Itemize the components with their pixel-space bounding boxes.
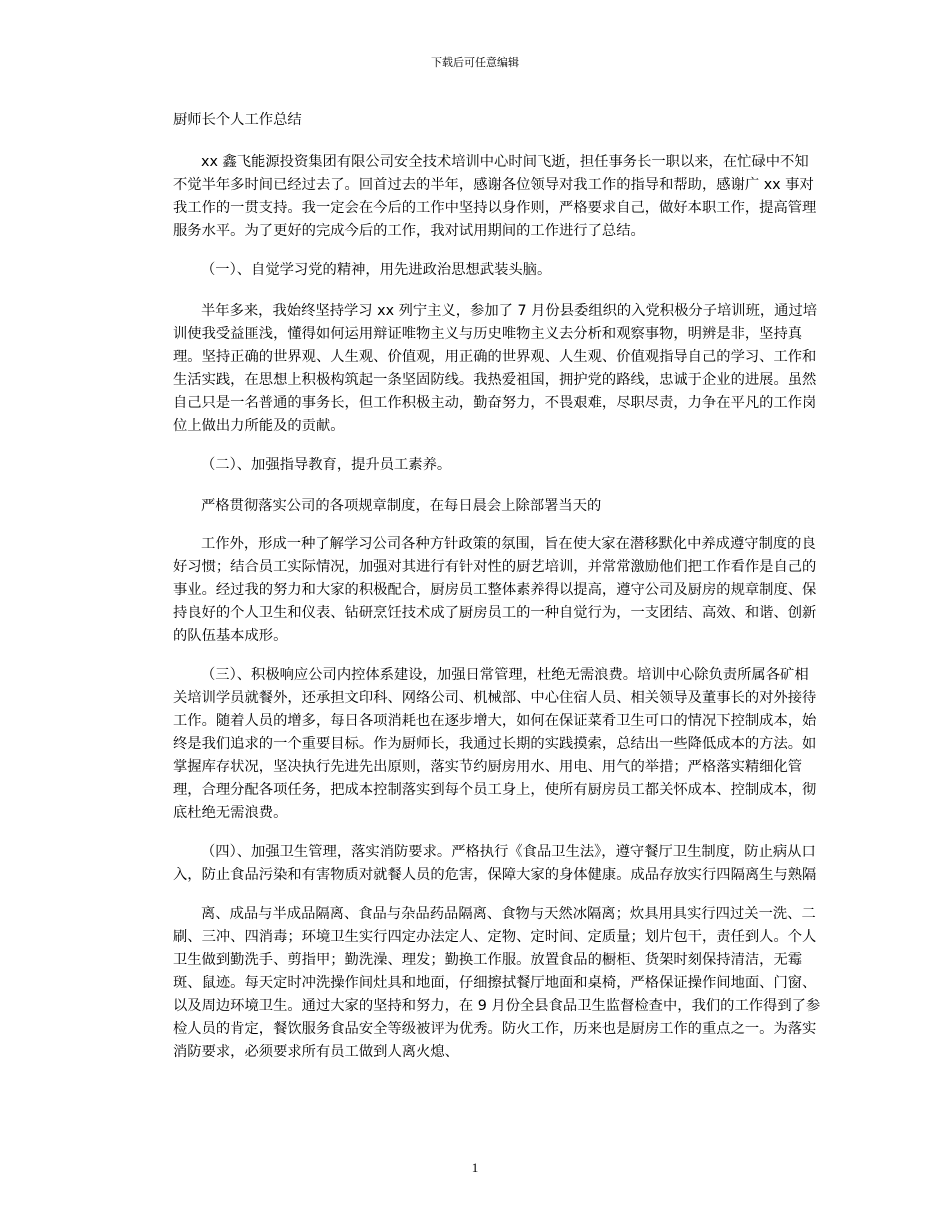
paragraph-section-1: 半年多来，我始终坚持学习 xx 列宁主义，参加了 7 月份县委组织的入党积极分子培训班，通过培训使我受益匪浅，懂得如何运用辩证唯物主义与历史唯物主义去分析和观察事物，明辨是非，坚持真理。坚持正确的世界观、人生观、价值观，用正确的世界观、人生观、价值观指导自己的学习、工作和生活实践，在思想上积极构筑起一条坚固防线。我热爱祖国，拥护党的路线，忠诚于企业的进展。虽然自己只是一名普通的事务长，但工作积极主动，勤奋努力，不畏艰难，尽职尽责，力争在平凡的工作岗位上做出力所能及的贡献。 — [173, 303, 818, 434]
paragraph-section-4: 离、成品与半成品隔离、食品与杂品药品隔离、食物与天然冰隔离；炊具用具实行四过关一洗、二刷、三冲、四消毒；环境卫生实行四定办法定人、定物、定时间、定质量；划片包干，责任到人。个人卫生做到勤洗手、剪指甲；勤洗澡、理发；勤换工作服。放置食品的橱柜、货架时刻保持清洁，无霉斑、鼠迹。每天定时冲洗操作间灶具和地面，仔细擦拭餐厅地面和桌椅，严格保证操作间地面、门窗、以及周边环境卫生。通过大家的坚持和努力，在 9 月份全县食品卫生监督检查中，我们的工作得到了参检人员的肯定，餐饮服务食品安全等级被评为优秀。防火工作，历来也是厨房工作的重点之一。为落实消防要求，必须要求所有员工做到人离火熄、 — [173, 906, 821, 1060]
paragraph-intro: xx 鑫飞能源投资集团有限公司安全技术培训中心时间飞逝，担任事务长一职以来，在忙碌中不知不觉半年多时间已经过去了。回首过去的半年，感谢各位领导对我工作的指导和帮助，感谢广 xx 事对我工作的一贯支持。我一定会在今后的工作中坚持以身作则，严格要求自己，做好本职工作，提高管理服务水平。为了更好的完成今后的工作，我对试用期间的工作进行了总结。 — [173, 154, 817, 239]
paragraph-section-2-start: 严格贯彻落实公司的各项规章制度，在每日晨会上除部署当天的 — [201, 498, 602, 514]
paragraph-section-3: （三）、积极响应公司内控体系建设，加强日常管理，杜绝无需浪费。培训中心除负责所属各矿相关培训学员就餐外，还承担文印科、网络公司、机械部、中心住宿人员、相关领导及董事长的对外接待工作。随着人员的增多，每日各项消耗也在逐步增大，如何在保证菜肴卫生可口的情况下控制成本，始终是我们追求的一个重要目标。作为厨师长，我通过长期的实践摸索，总结出一些降低成本的方法。如掌握库存状况，坚决执行先进先出原则，落实节约厨房用水、用电、用气的举措；严格落实精细化管理，合理分配各项任务，把成本控制落实到每个员工身上，使所有厨房员工都关怀成本、控制成本，彻底杜绝无需浪费。 — [173, 667, 817, 821]
section-heading-2: （二）、加强指导教育，提升员工素养。 — [201, 457, 452, 473]
document-title: 厨师长个人工作总结 — [173, 112, 302, 128]
paragraph-section-4-start: （四）、加强卫生管理，落实消防要求。严格执行《食品卫生法》，遵守餐厅卫生制度，防止病从口入，防止食品污染和有害物质对就餐人员的危害，保障大家的身体健康。成品存放实行四隔离生与熟隔 — [173, 844, 817, 883]
page-header-note: 下载后可任意编辑 — [431, 56, 519, 69]
section-heading-1: （一）、自觉学习党的精神，用先进政治思想武装头脑。 — [201, 262, 552, 278]
paragraph-section-2: 工作外，形成一种了解学习公司各种方针政策的氛围，旨在使大家在潜移默化中养成遵守制度的良好习惯；结合员工实际情况，加强对其进行有针对性的厨艺培训，并常常激励他们把工作看作是自己的事业。经过我的努力和大家的积极配合，厨房员工整体素养得以提高，遵守公司及厨房的规章制度、保持良好的个人卫生和仪表、钻研烹饪技术成了厨房员工的一种自觉行为，一支团结、高效、和谐、创新的队伍基本成形。 — [173, 536, 817, 644]
document-body — [173, 109, 821, 1080]
page-number: 1 — [471, 1160, 479, 1175]
